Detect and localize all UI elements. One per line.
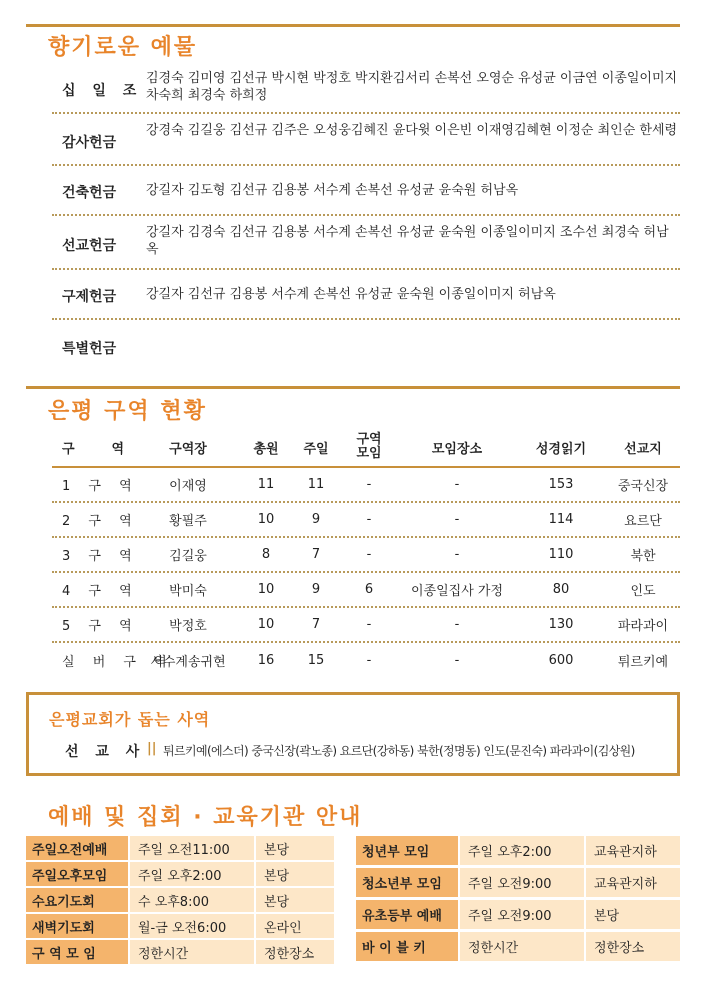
schedule-event-name: 청소년부 모임: [356, 868, 458, 897]
district-place: 이종일집사 가정: [410, 584, 504, 599]
schedule-row: [356, 836, 680, 865]
district-total: 11: [257, 477, 275, 492]
district-bible-reading: 600: [548, 653, 574, 668]
missionary-label: 선 교 사: [65, 744, 146, 760]
districts-title: 은평 구역 현황: [48, 399, 207, 424]
schedule-row: [356, 868, 680, 897]
district-bible-reading: 130: [548, 617, 574, 632]
table-row: [52, 643, 680, 678]
district-sunday: 11: [307, 477, 325, 492]
district-name: 4 구 역: [62, 584, 132, 599]
district-name: 실 버 구 역: [62, 655, 167, 670]
schedule-event-name: 새벽기도회: [26, 914, 128, 938]
schedule-row: [26, 836, 334, 860]
separator: ||: [147, 741, 157, 756]
schedule-place: 교육관지하: [586, 868, 680, 897]
district-bible-reading: 110: [548, 547, 574, 562]
table-row: [52, 468, 680, 503]
schedule-event-name: 유초등부 예배: [356, 900, 458, 929]
district-bible-reading: 80: [552, 582, 570, 597]
district-meeting: -: [366, 477, 372, 492]
district-mission-field: 북한: [630, 549, 656, 564]
header-mission-field: 선교지: [624, 441, 662, 457]
header-meeting: [340, 428, 398, 466]
schedule-time: 월-금 오전6:00: [130, 914, 254, 938]
offering-label: 십 일 조: [62, 83, 143, 99]
district-meeting: 6: [364, 582, 374, 597]
district-bible-reading: 153: [548, 477, 574, 492]
offering-label: 감사헌금: [62, 135, 117, 151]
schedule-row: [26, 888, 334, 912]
district-total: 10: [257, 582, 275, 597]
district-sunday: 9: [311, 582, 321, 597]
mission-box: [26, 692, 680, 776]
schedule-event-name: 주일오후모임: [26, 862, 128, 886]
district-place: -: [454, 653, 460, 668]
schedule-left: [26, 836, 334, 966]
table-row: [52, 538, 680, 573]
offering-label: 건축헌금: [62, 185, 117, 201]
schedule-place: 본당: [256, 836, 334, 860]
header-district-part: 구: [62, 441, 75, 457]
offering-names: 강길자 김도형 김선규 김용봉 서수계 손복선 유성균 윤숙원 허남옥: [146, 183, 519, 198]
schedule-time: 수 오후8:00: [130, 888, 254, 912]
district-meeting: -: [366, 512, 372, 527]
district-mission-field: 중국신장: [617, 479, 669, 494]
table-row: [52, 503, 680, 538]
district-place: -: [454, 547, 460, 562]
offering-names: 강길자 김선규 김용봉 서수계 손복선 유성균 윤숙원 이종일이미지 허남옥: [146, 287, 556, 302]
schedule-row: [26, 862, 334, 886]
table-row: [52, 573, 680, 608]
district-name: 3 구 역: [62, 549, 132, 564]
schedule-event-name: 주일오전예배: [26, 836, 128, 860]
schedule-place: 정한장소: [586, 932, 680, 961]
schedule-place: 본당: [586, 900, 680, 929]
schedule-row: [356, 932, 680, 961]
schedule-time: 정한시간: [130, 940, 254, 964]
district-mission-field: 요르단: [624, 514, 662, 529]
offering-names: 김경숙 김미영 김선규 박시현 박정호 박지환김서리 손복선 오영순 유성균 이금연 이종일이미지 차숙희 최경숙 하희정: [146, 71, 678, 103]
districts-top-rule: [26, 386, 680, 389]
table-row: [52, 608, 680, 643]
offerings-title: 향기로운 예물: [48, 35, 198, 60]
district-mission-field: 파라과이: [617, 619, 669, 634]
district-sunday: 7: [311, 617, 321, 632]
missionary-list: 튀르키예(에스더) 중국신장(곽노종) 요르단(강하동) 북한(정명동) 인도(문진숙) 파라과이(김상원): [163, 744, 635, 758]
header-sunday: 주일: [303, 441, 329, 457]
header-bible: 성경읽기: [535, 441, 587, 457]
schedule-time: 정한시간: [460, 932, 584, 961]
offering-row-mission: [52, 218, 680, 270]
district-mission-field: 인도: [630, 584, 656, 599]
districts-table: [52, 428, 680, 678]
district-meeting: -: [366, 653, 372, 668]
offering-row-thanks: [52, 116, 680, 166]
district-leader: 박정호: [169, 619, 207, 634]
district-mission-field: 튀르키예: [617, 655, 669, 670]
district-bible-reading: 114: [548, 512, 574, 527]
district-leader: 황필주: [169, 514, 207, 529]
district-total: 8: [261, 547, 271, 562]
offering-row-building: [52, 168, 680, 216]
district-meeting: -: [366, 547, 372, 562]
district-leader: 김길웅: [169, 549, 207, 564]
header-place: 모임장소: [431, 441, 483, 457]
schedule-place: 본당: [256, 888, 334, 912]
schedule-time: 주일 오전11:00: [130, 836, 254, 860]
district-meeting: -: [366, 617, 372, 632]
schedule-row: [356, 900, 680, 929]
schedule-time: 주일 오전9:00: [460, 868, 584, 897]
schedule-time: 주일 오후2:00: [130, 862, 254, 886]
district-name: 1 구 역: [62, 479, 132, 494]
schedule-title: 예배 및 집회 · 교육기관 안내: [48, 805, 363, 830]
header-meeting-line: 구역: [356, 432, 382, 447]
schedule-place: 본당: [256, 862, 334, 886]
district-sunday: 9: [311, 512, 321, 527]
schedule-place: 교육관지하: [586, 836, 680, 865]
header-meeting-line: 모임: [356, 446, 382, 461]
offering-label: 선교헌금: [62, 238, 117, 254]
district-place: -: [454, 617, 460, 632]
district-leader: 서수계송귀현: [150, 655, 226, 670]
district-leader: 박미숙: [169, 584, 207, 599]
schedule-time: 주일 오후2:00: [460, 836, 584, 865]
schedule-row: [26, 940, 334, 964]
district-name: 2 구 역: [62, 514, 132, 529]
schedule-event-name: 구 역 모 임: [26, 940, 128, 964]
district-place: -: [454, 512, 460, 527]
header-leader: 구역장: [169, 441, 207, 457]
schedule-event-name: 바 이 블 키: [356, 932, 458, 961]
district-leader: 이재영: [169, 479, 207, 494]
header-district-part: 역: [111, 441, 124, 457]
schedule-event-name: 청년부 모임: [356, 836, 458, 865]
schedule-row: [26, 914, 334, 938]
mission-title: 은평교회가 돕는 사역: [49, 710, 211, 729]
offering-row-relief: [52, 272, 680, 320]
district-total: 16: [257, 653, 275, 668]
offering-names: 강경숙 김길웅 김선규 김주은 오성웅김혜진 윤다윗 이은빈 이재영김혜현 이정순 최인순 한세령: [146, 123, 678, 138]
district-sunday: 7: [311, 547, 321, 562]
schedule-place: 온라인: [256, 914, 334, 938]
offering-row-tithe: [52, 66, 680, 114]
header-total: 총원: [253, 441, 279, 457]
district-sunday: 15: [307, 653, 325, 668]
district-place: -: [454, 477, 460, 492]
schedule-time: 주일 오전9:00: [460, 900, 584, 929]
district-total: 10: [257, 617, 275, 632]
offering-label: 구제헌금: [62, 289, 117, 305]
offering-row-special: [52, 322, 680, 368]
district-total: 10: [257, 512, 275, 527]
schedule-place: 정한장소: [256, 940, 334, 964]
offering-names: 강길자 김경숙 김선규 김용봉 서수계 손복선 유성균 윤숙원 이종일이미지 조수선 최경숙 허남옥: [146, 225, 669, 257]
schedule-event-name: 수요기도회: [26, 888, 128, 912]
district-name: 5 구 역: [62, 619, 132, 634]
schedule-right: [356, 836, 680, 966]
districts-table-header: [52, 428, 680, 468]
header-district: [52, 428, 136, 466]
offerings-top-rule: [26, 24, 680, 27]
offering-label: 특별헌금: [62, 341, 117, 357]
